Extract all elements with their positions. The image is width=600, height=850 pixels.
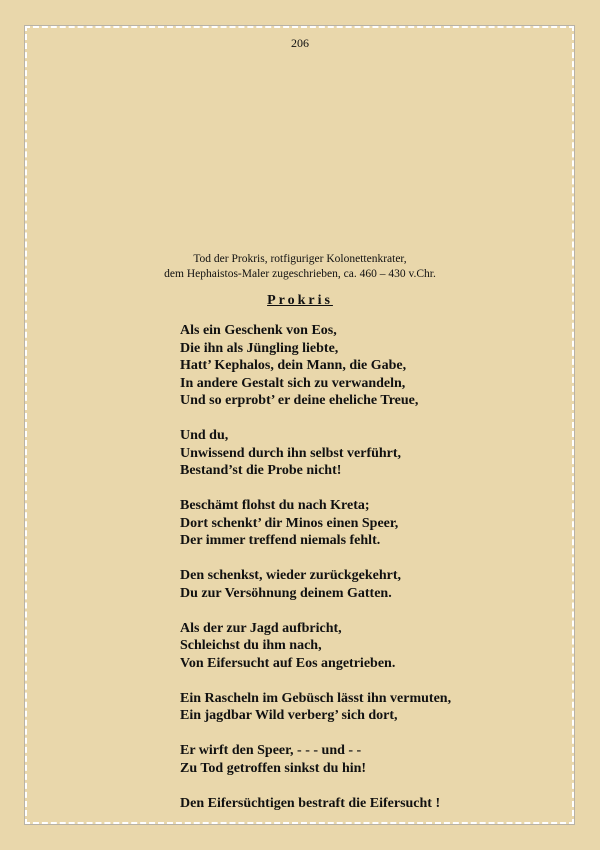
- poem-stanza: [180, 742, 560, 777]
- poem-line: Den schenkst, wieder zurückgekehrt,: [180, 568, 402, 583]
- page-number: 206: [291, 36, 309, 50]
- poem-title: Prokris: [267, 293, 333, 308]
- poem-line: Dort schenkt’ dir Minos einen Speer,: [180, 515, 399, 531]
- poem-stanza: [180, 567, 560, 602]
- poem-body: [180, 322, 560, 830]
- poem-line: Und du,: [180, 428, 229, 443]
- poem-line: Die ihn als Jüngling liebte,: [180, 340, 339, 356]
- caption-line-1: Tod der Prokris, rotfiguriger Kolonettenkrater,: [193, 253, 407, 265]
- poem-stanza: [180, 620, 560, 673]
- poem-stanza: [180, 427, 560, 480]
- poem-line: Von Eifersucht auf Eos angetrieben.: [180, 655, 396, 671]
- poem-line: Ein Rascheln im Gebüsch lässt ihn vermuten,: [180, 690, 452, 706]
- poem-line: Und so erprobt’ er deine eheliche Treue,: [180, 393, 419, 408]
- poem-line: Beschämt flohst du nach Kreta;: [180, 498, 370, 513]
- poem-stanza: [180, 497, 560, 550]
- poem-line: Hatt’ Kephalos, dein Mann, die Gabe,: [180, 358, 407, 373]
- image-caption: [0, 252, 600, 282]
- poem-line: Ein jagdbar Wild verberg’ sich dort,: [180, 708, 398, 723]
- poem-line: Du zur Versöhnung deinem Gatten.: [180, 585, 392, 601]
- poem-line: Als der zur Jagd aufbricht,: [180, 620, 342, 636]
- poem-line: Schleichst du ihm nach,: [180, 638, 322, 653]
- poem-stanza: [180, 795, 560, 813]
- poem-line: Bestand’st die Probe nicht!: [180, 463, 342, 478]
- caption-line-2: dem Hephaistos-Maler zugeschrieben, ca. 460 – 430 v.Chr.: [164, 268, 436, 280]
- poem-line: Der immer treffend niemals fehlt.: [180, 533, 381, 548]
- poem-stanza: [180, 322, 560, 410]
- poem-line: In andere Gestalt sich zu verwandeln,: [180, 375, 406, 391]
- poem-line: Zu Tod getroffen sinkst du hin!: [180, 760, 367, 776]
- poem-line: Er wirft den Speer, - - - und - -: [180, 743, 362, 758]
- poem-line: Als ein Geschenk von Eos,: [180, 323, 337, 338]
- poem-stanza: [180, 690, 560, 725]
- poem-line: Den Eifersüchtigen bestraft die Eifersucht !: [180, 795, 441, 811]
- poem-line: Unwissend durch ihn selbst verführt,: [180, 445, 402, 461]
